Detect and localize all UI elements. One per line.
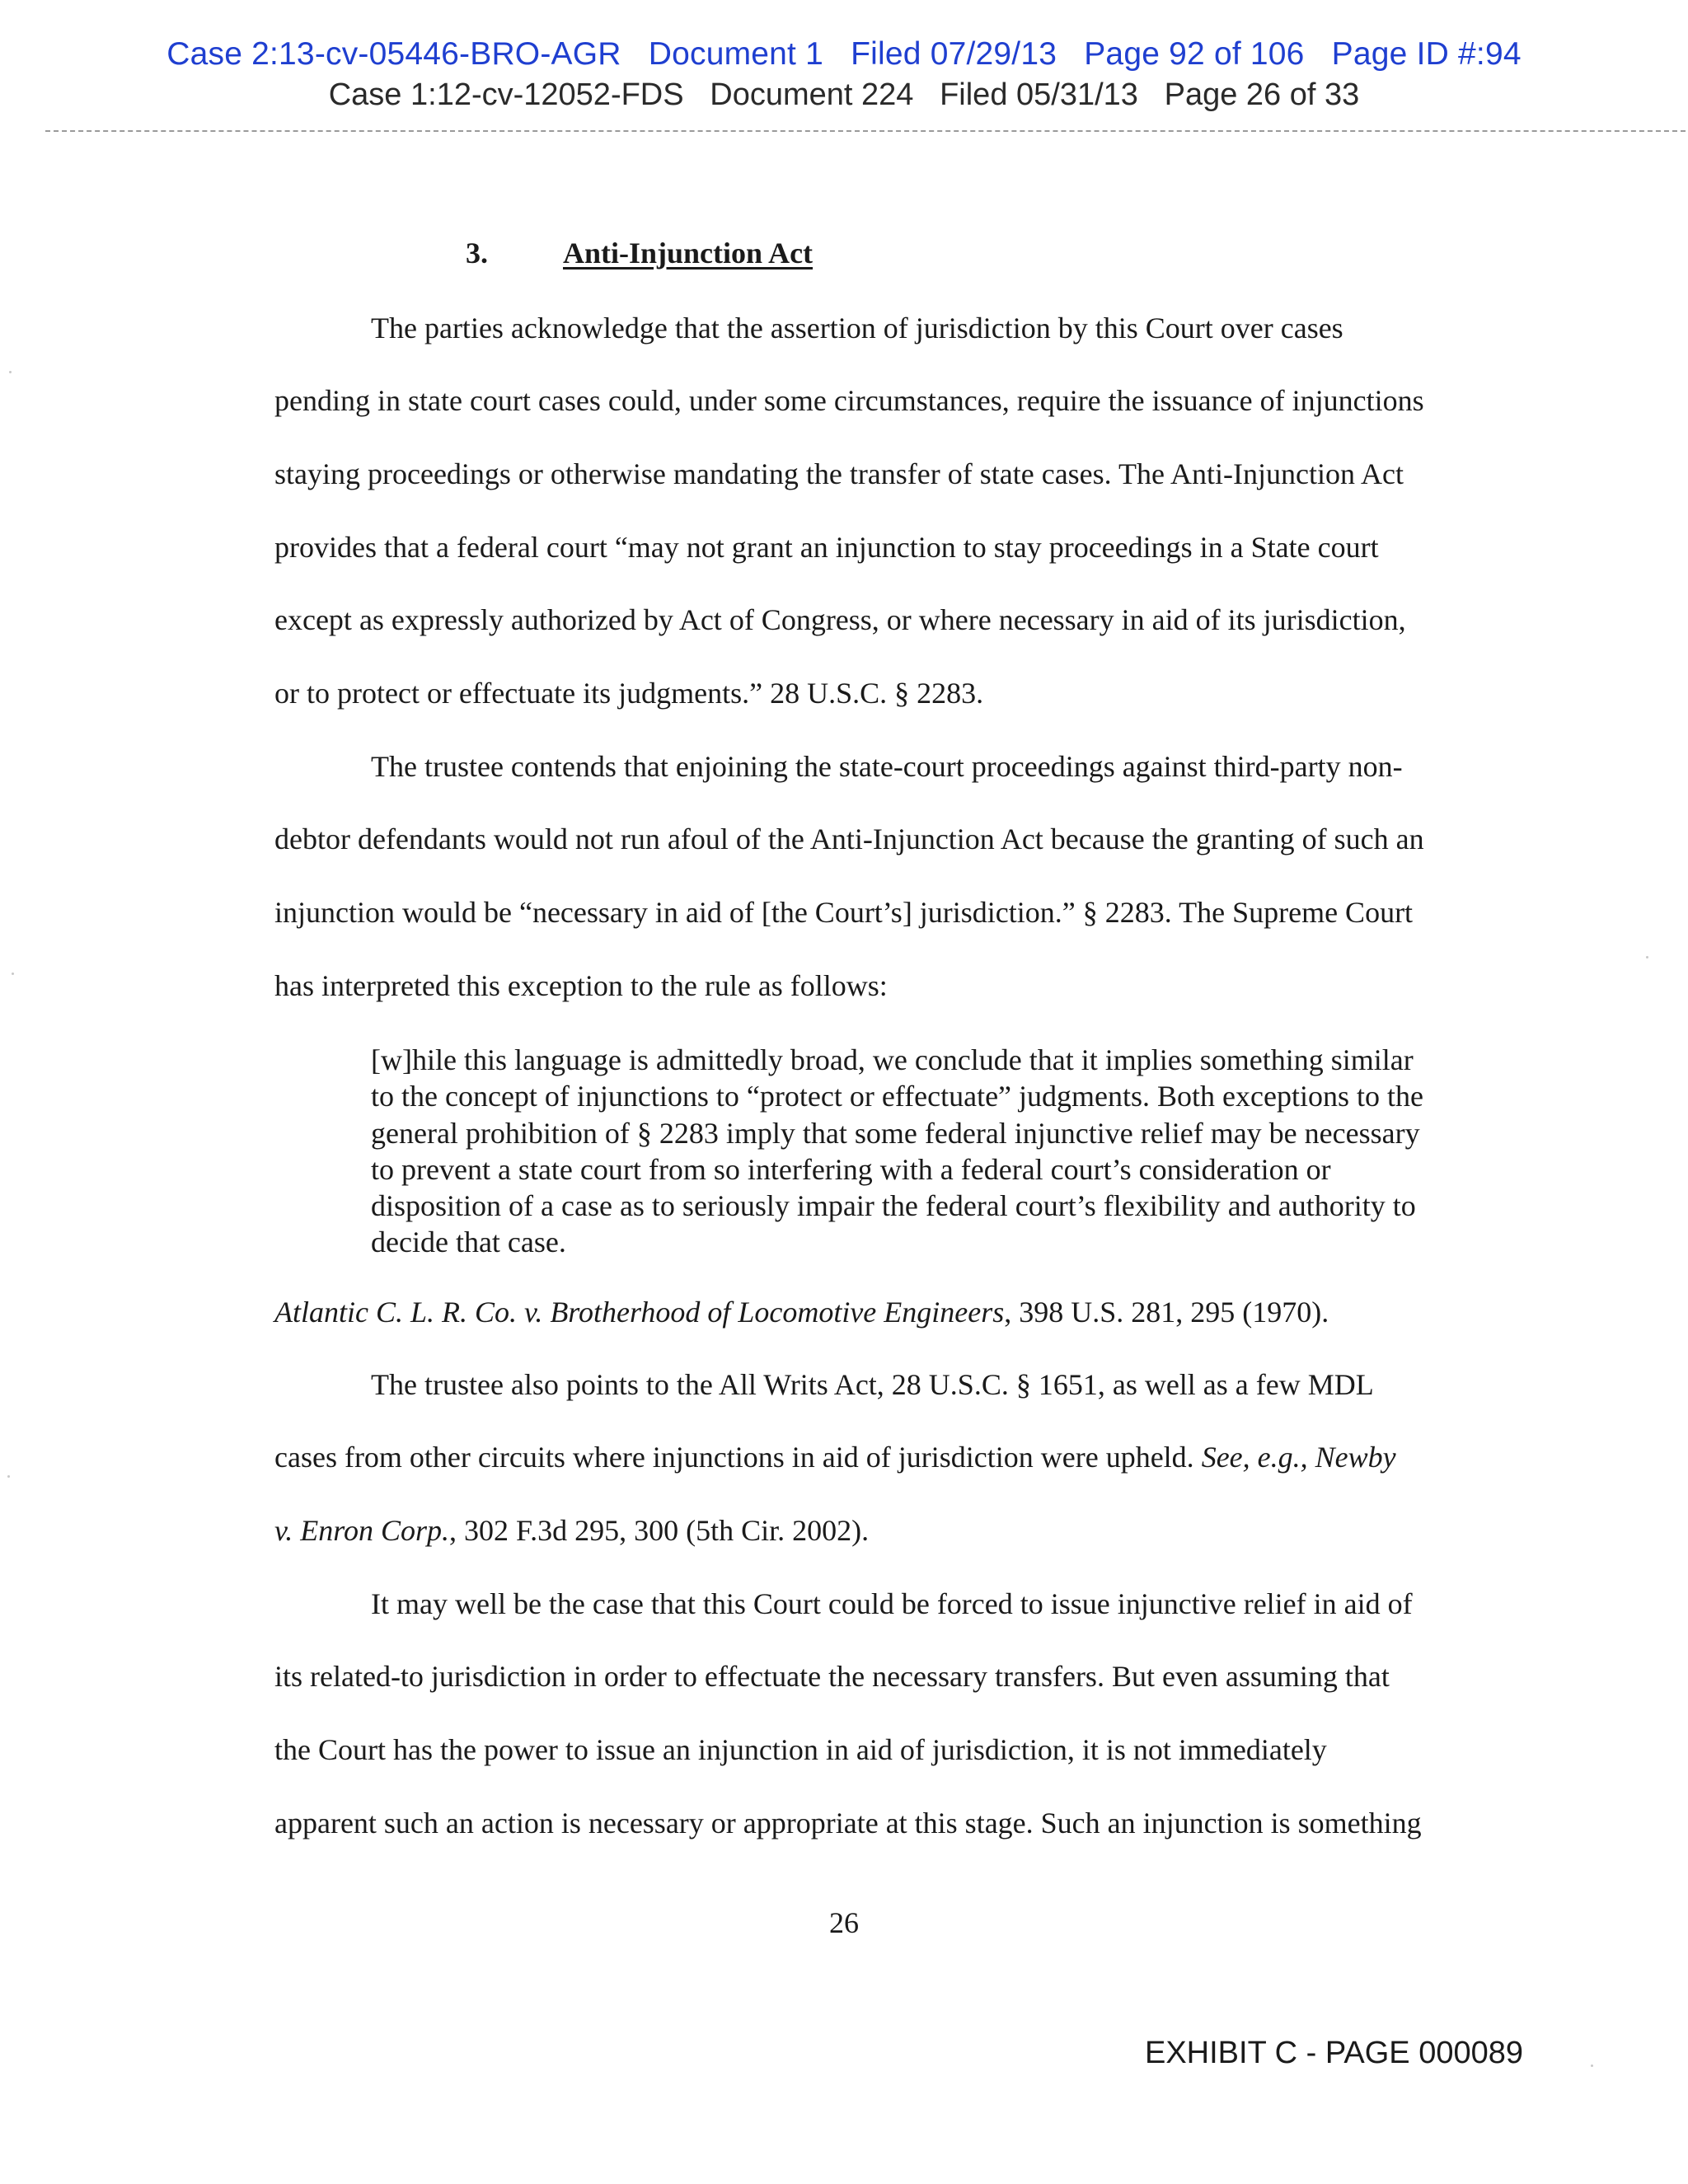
paragraph-3-line-3-text: , 302 F.3d 295, 300 (5th Cir. 2002). <box>449 1514 870 1547</box>
paragraph-3-line-3 <box>274 1516 869 1545</box>
quote-line-3: general prohibition of § 2283 imply that some federal injunctive relief may be necessary <box>371 1116 1420 1150</box>
paragraph-1-line-5: except as expressly authorized by Act of Congress, or where necessary in aid of its jurisdiction, <box>274 603 1406 636</box>
exhibit-label: EXHIBIT C - PAGE 000089 <box>1144 2036 1523 2070</box>
paragraph-1-line-3: staying proceedings or otherwise mandating the transfer of state cases. The Anti-Injunction Act <box>274 457 1404 490</box>
paragraph-2-line-3: injunction would be “necessary in aid of [the Court’s] jurisdiction.” § 2283. The Supreme Court <box>274 896 1414 929</box>
header-divider <box>45 130 1686 132</box>
quote-line-4: to prevent a state court from so interfering with a federal court’s consideration or <box>371 1152 1331 1186</box>
citation-signal: See, e.g., Newby <box>1201 1441 1396 1474</box>
federal-filing-stamp: Case 2:13-cv-05446-BRO-AGR Document 1 Filed 07/29/13 Page 92 of 106 Page ID #:94 <box>166 36 1522 72</box>
paragraph-1-line-6: or to protect or effectuate its judgments.” 28 U.S.C. § 2283. <box>274 677 984 710</box>
quote-line-1: [w]hile this language is admittedly broad, we conclude that it implies something similar <box>371 1043 1414 1076</box>
citation-reporter: , 398 U.S. 281, 295 (1970). <box>1004 1296 1329 1329</box>
paragraph-3-line-2 <box>274 1442 1396 1472</box>
citation <box>274 1297 1329 1327</box>
page-number: 26 <box>829 1906 859 1939</box>
scan-speck <box>1591 2064 1593 2067</box>
quote-line-2: to the concept of injunctions to “protect or effectuate” judgments. Both exceptions to the <box>371 1080 1423 1113</box>
paragraph-2-line-2: debtor defendants would not run afoul of the Anti-Injunction Act because the granting of such an <box>274 823 1424 855</box>
original-case-header: Case 1:12-cv-12052-FDS Document 224 Filed 05/31/13 Page 26 of 33 <box>328 77 1360 112</box>
block-quote <box>371 1042 1525 1261</box>
scan-speck <box>1646 956 1648 958</box>
paragraph-1-line-1: The parties acknowledge that the assertion of jurisdiction by this Court over cases <box>371 312 1343 344</box>
section-number: 3. <box>466 237 488 269</box>
quote-line-5: disposition of a case as to seriously impair the federal court’s flexibility and authority to <box>371 1189 1416 1223</box>
section-heading <box>466 236 813 270</box>
paragraph-4-line-2: its related-to jurisdiction in order to effectuate the necessary transfers. But even assuming that <box>274 1660 1390 1693</box>
scan-speck <box>7 1475 10 1478</box>
paragraph-2-line-4: has interpreted this exception to the rule as follows: <box>274 969 888 1002</box>
paragraph-4-line-3: the Court has the power to issue an injunction in aid of jurisdiction, it is not immediately <box>274 1733 1327 1766</box>
scan-speck <box>9 371 12 373</box>
paragraph-3-line-1: The trustee also points to the All Writs Act, 28 U.S.C. § 1651, as well as a few MDL <box>371 1368 1374 1401</box>
section-title: Anti-Injunction Act <box>563 237 814 269</box>
paragraph-1-line-4: provides that a federal court “may not grant an injunction to stay proceedings in a State court <box>274 531 1379 564</box>
paragraph-3-line-2-text: cases from other circuits where injunctions in aid of jurisdiction were upheld. <box>274 1441 1202 1474</box>
quote-line-6: decide that case. <box>371 1226 566 1259</box>
scan-speck <box>12 972 14 975</box>
citation-case-name: Atlantic C. L. R. Co. v. Brotherhood of Locomotive Engineers <box>274 1296 1005 1329</box>
citation-case-enron: v. Enron Corp. <box>274 1514 449 1547</box>
paragraph-4-line-1: It may well be the case that this Court could be forced to issue injunctive relief in aid of <box>371 1587 1413 1620</box>
paragraph-2-line-1: The trustee contends that enjoining the state-court proceedings against third-party non- <box>371 750 1403 783</box>
paragraph-1-line-2: pending in state court cases could, under some circumstances, require the issuance of injunctions <box>274 384 1424 417</box>
paragraph-4-line-4: apparent such an action is necessary or appropriate at this stage. Such an injunction is something <box>274 1807 1422 1840</box>
